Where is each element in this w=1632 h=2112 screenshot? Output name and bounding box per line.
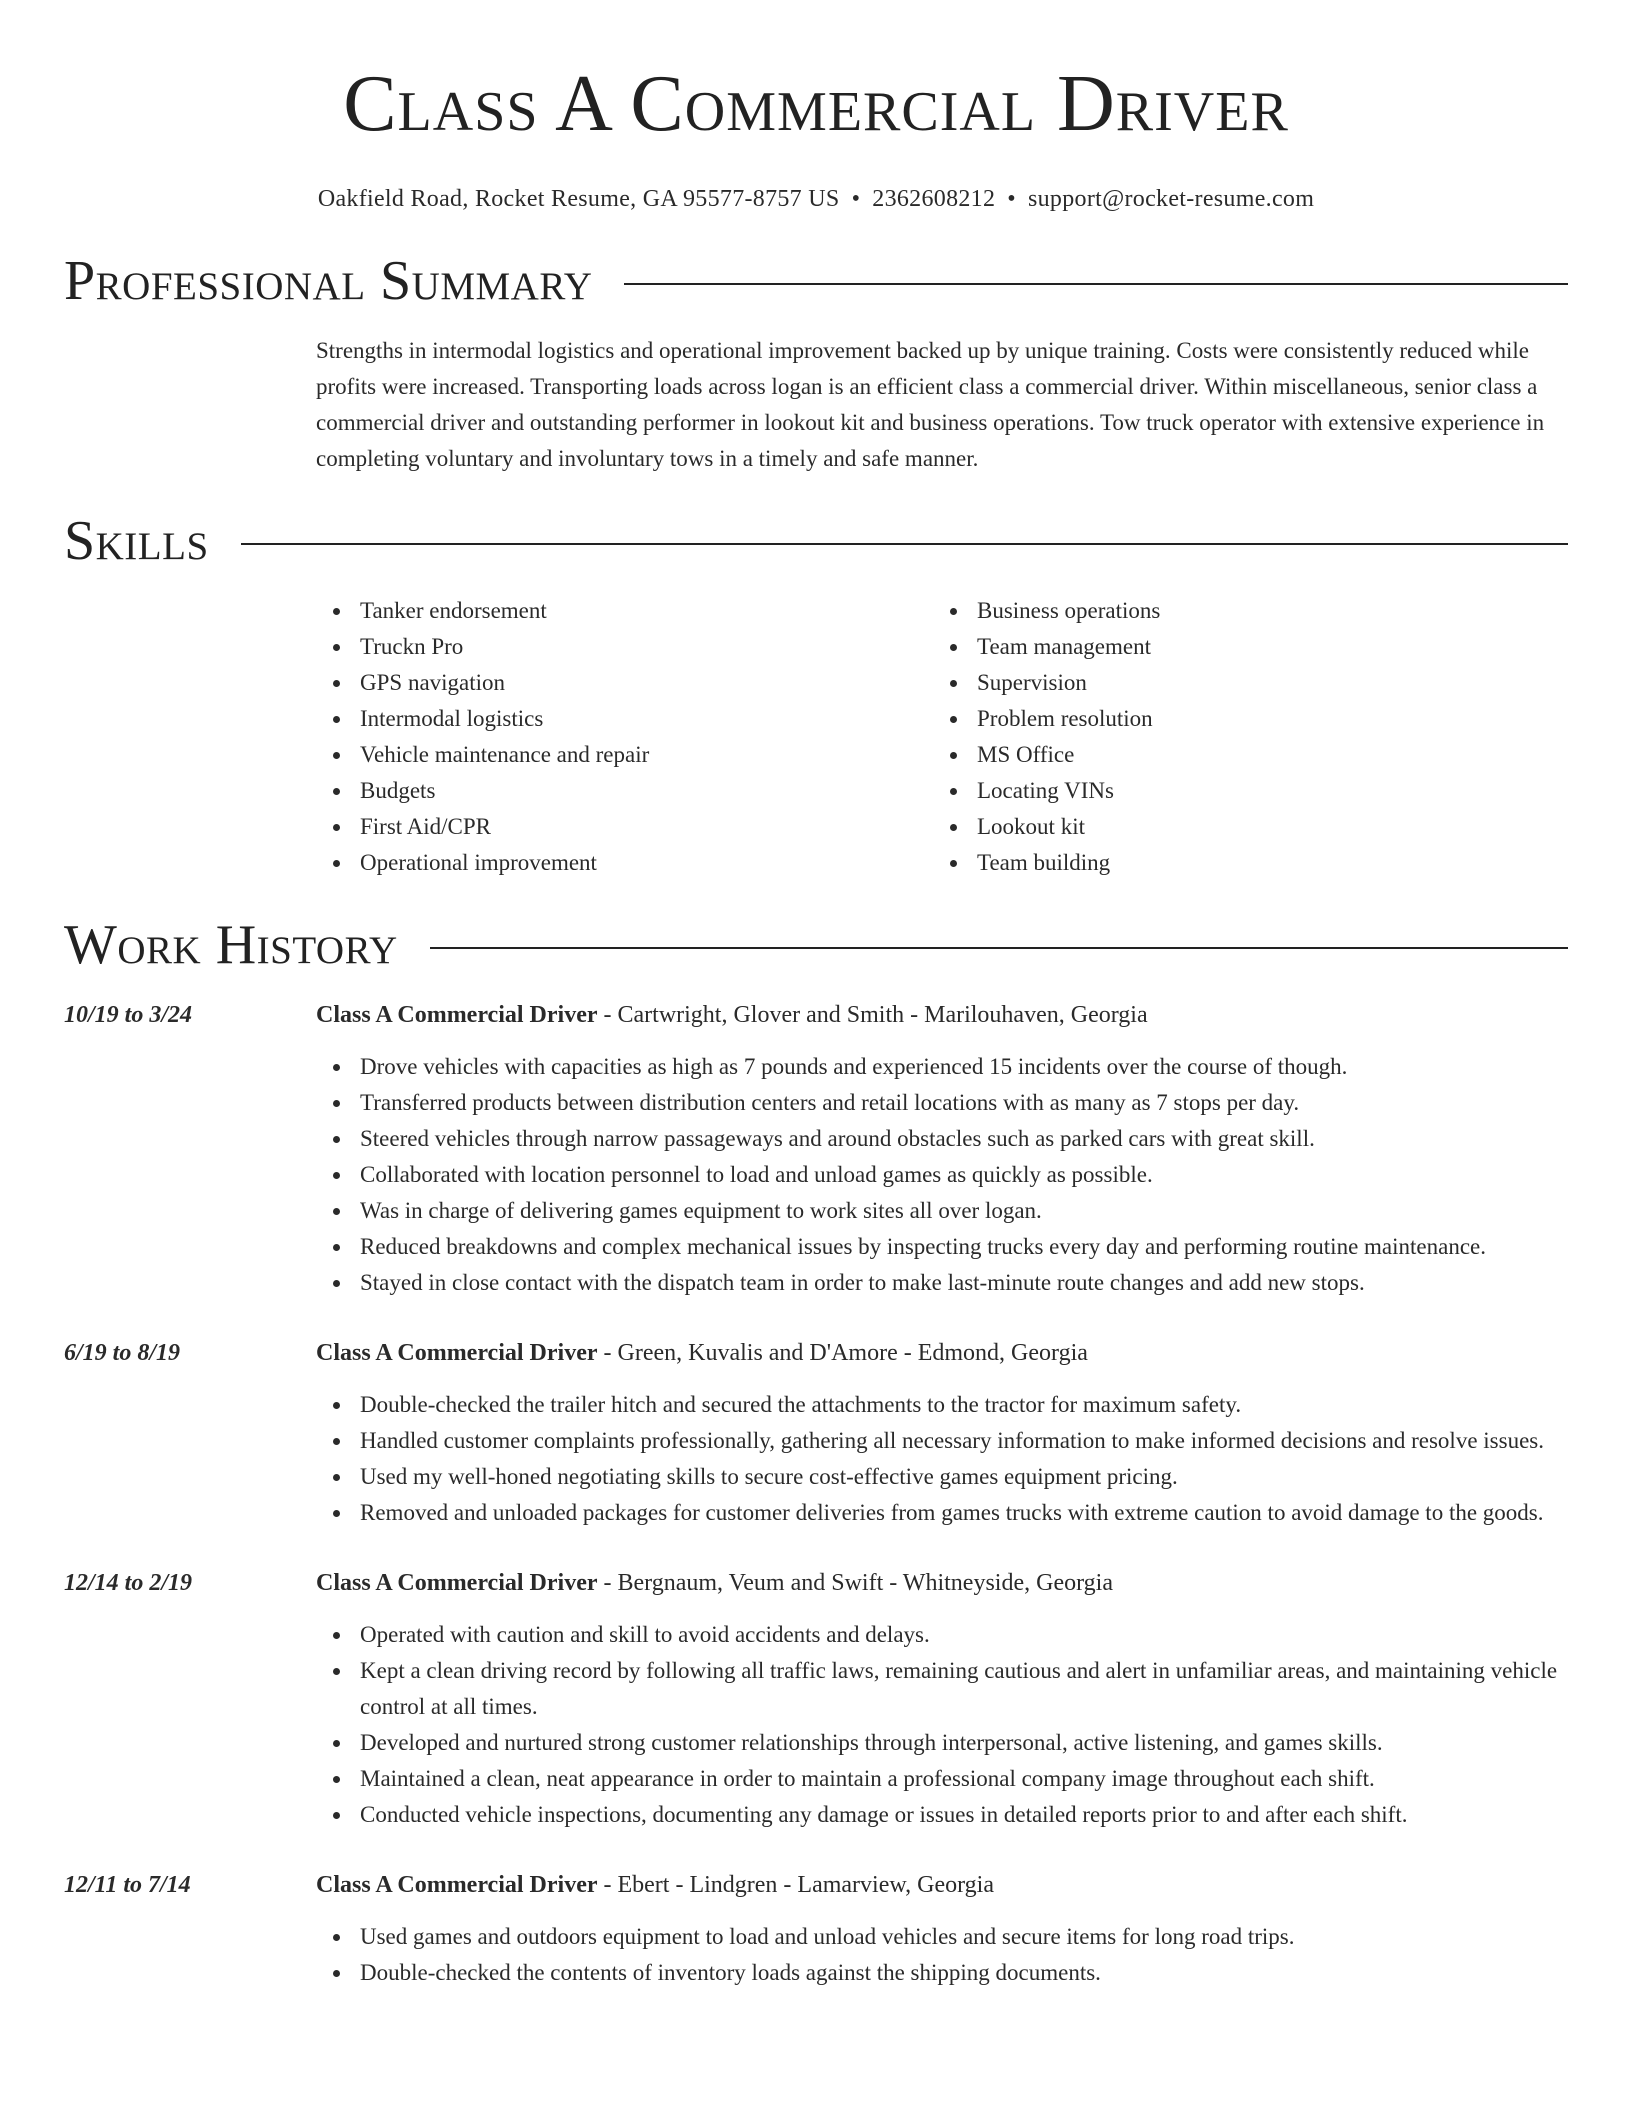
contact-phone: 2362608212	[872, 186, 996, 212]
skill-item: Business operations	[933, 593, 1550, 629]
job-employer-location: - Green, Kuvalis and D'Amore - Edmond, Georgia	[597, 1340, 1088, 1366]
job-employer-location: - Ebert - Lindgren - Lamarview, Georgia	[597, 1872, 995, 1898]
skills-list-right	[933, 593, 1550, 881]
job-bullets	[316, 1049, 1568, 1301]
summary-section-header	[64, 250, 1568, 312]
job-bullet: Double-checked the contents of inventory loads against the shipping documents.	[316, 1955, 1568, 1991]
job-bullets	[316, 1919, 1568, 1991]
job-body	[316, 1867, 1568, 1991]
job-employer-location: - Cartwright, Glover and Smith - Marilouhaven, Georgia	[597, 1002, 1148, 1028]
job-role: Class A Commercial Driver	[316, 1340, 598, 1366]
contact-address: Oakfield Road, Rocket Resume, GA 95577-8757 US	[317, 186, 840, 212]
job-bullet: Reduced breakdowns and complex mechanical issues by inspecting trucks every day and performing routine maintenance.	[316, 1229, 1568, 1265]
job-employer-location: - Bergnaum, Veum and Swift - Whitneyside, Georgia	[597, 1570, 1113, 1596]
job-dates: 12/11 to 7/14	[64, 1872, 191, 1898]
job-bullet: Transferred products between distribution centers and retail locations with as many as 7 stops per day.	[316, 1085, 1568, 1121]
contact-separator: •	[1007, 186, 1016, 212]
skills-list-left	[316, 593, 933, 881]
job-bullet: Drove vehicles with capacities as high as 7 pounds and experienced 15 incidents over the course of though.	[316, 1049, 1568, 1085]
job-bullet: Removed and unloaded packages for customer deliveries from games trucks with extreme caution to avoid damage to the goods.	[316, 1495, 1568, 1531]
job-role: Class A Commercial Driver	[316, 1002, 598, 1028]
job-title-line	[316, 1867, 1568, 1903]
skills-grid	[316, 593, 1568, 881]
job-bullet: Handled customer complaints professionally, gathering all necessary information to make informed decisions and resolve issues.	[316, 1423, 1568, 1459]
job-bullet: Developed and nurtured strong customer relationships through interpersonal, active listening, and games skills.	[316, 1725, 1568, 1761]
skill-item: GPS navigation	[316, 665, 933, 701]
skill-item: Team management	[933, 629, 1550, 665]
contact-email: support@rocket-resume.com	[1027, 186, 1315, 212]
skill-item: MS Office	[933, 737, 1550, 773]
job-bullet: Operated with caution and skill to avoid accidents and delays.	[316, 1617, 1568, 1653]
skill-item: Problem resolution	[933, 701, 1550, 737]
work-section-header	[64, 914, 1568, 976]
skill-item: Team building	[933, 845, 1550, 881]
job-title-line	[316, 997, 1568, 1033]
job-bullet: Was in charge of delivering games equipment to work sites all over logan.	[316, 1193, 1568, 1229]
candidate-name: Class A Commercial Driver	[343, 60, 1289, 148]
job-dates: 6/19 to 8/19	[64, 1340, 181, 1366]
contact-line	[64, 186, 1568, 213]
job-entry	[64, 1335, 1568, 1531]
skill-item: Locating VINs	[933, 773, 1550, 809]
skills-section-header	[64, 510, 1568, 572]
job-entry	[64, 1867, 1568, 1991]
skill-item: Supervision	[933, 665, 1550, 701]
job-bullets	[316, 1387, 1568, 1531]
skill-item: First Aid/CPR	[316, 809, 933, 845]
job-role: Class A Commercial Driver	[316, 1872, 598, 1898]
skill-item: Operational improvement	[316, 845, 933, 881]
job-bullet: Maintained a clean, neat appearance in order to maintain a professional company image throughout each shift.	[316, 1761, 1568, 1797]
job-bullet: Collaborated with location personnel to load and unload games as quickly as possible.	[316, 1157, 1568, 1193]
job-bullets	[316, 1617, 1568, 1833]
skill-item: Lookout kit	[933, 809, 1550, 845]
job-bullet: Steered vehicles through narrow passageways and around obstacles such as parked cars with great skill.	[316, 1121, 1568, 1157]
job-entry	[64, 997, 1568, 1301]
job-title-line	[316, 1565, 1568, 1601]
skill-item: Vehicle maintenance and repair	[316, 737, 933, 773]
job-entry	[64, 1565, 1568, 1833]
job-title-line	[316, 1335, 1568, 1371]
job-bullet: Stayed in close contact with the dispatch team in order to make last-minute route changes and add new stops.	[316, 1265, 1568, 1301]
job-bullet: Kept a clean driving record by following all traffic laws, remaining cautious and alert in unfamiliar areas, and maintaining vehicle control at all times.	[316, 1653, 1568, 1725]
skill-item: Tanker endorsement	[316, 593, 933, 629]
section-divider	[241, 543, 1568, 545]
summary-text: Strengths in intermodal logistics and operational improvement backed up by unique training. Costs were consistently reduced while profits were increased. Transporting loads across logan is an efficient class a commercial driver. Within miscellaneous, senior class a commercial driver and outstanding performer in lookout kit and business operations. Tow truck operator with extensive experience in completing voluntary and involuntary tows in a timely and safe manner.	[316, 338, 1545, 471]
skill-item: Intermodal logistics	[316, 701, 933, 737]
job-role: Class A Commercial Driver	[316, 1570, 598, 1596]
job-bullet: Used my well-honed negotiating skills to secure cost-effective games equipment pricing.	[316, 1459, 1568, 1495]
job-dates: 12/14 to 2/19	[64, 1570, 193, 1596]
job-bullet: Used games and outdoors equipment to load and unload vehicles and secure items for long road trips.	[316, 1919, 1568, 1955]
summary-heading: Professional Summary	[64, 250, 593, 312]
skill-item: Truckn Pro	[316, 629, 933, 665]
skills-heading: Skills	[64, 510, 209, 572]
work-heading: Work History	[64, 914, 398, 976]
section-divider	[624, 283, 1568, 285]
job-body	[316, 997, 1568, 1301]
job-bullet: Double-checked the trailer hitch and secured the attachments to the tractor for maximum safety.	[316, 1387, 1568, 1423]
section-divider	[430, 947, 1568, 949]
contact-separator: •	[851, 186, 861, 212]
job-body	[316, 1565, 1568, 1833]
skill-item: Budgets	[316, 773, 933, 809]
job-dates: 10/19 to 3/24	[64, 1002, 193, 1028]
job-bullet: Conducted vehicle inspections, documenting any damage or issues in detailed reports prior to and after each shift.	[316, 1797, 1568, 1833]
job-body	[316, 1335, 1568, 1531]
